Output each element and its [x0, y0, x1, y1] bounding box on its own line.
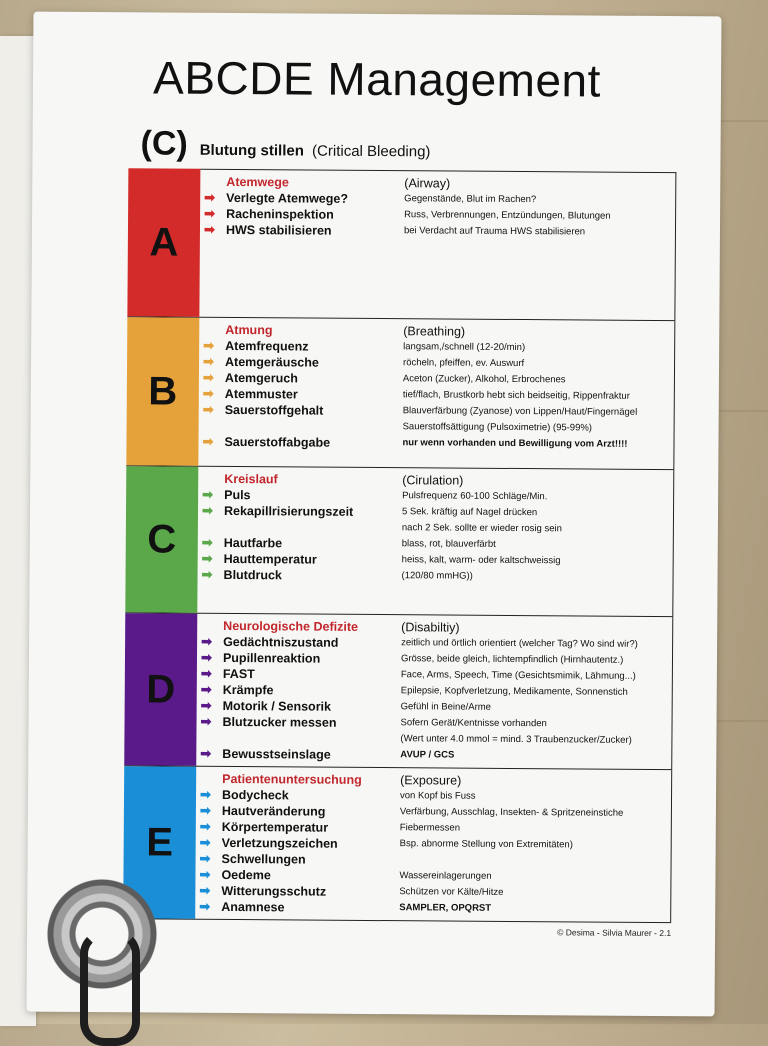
- item-label: HWS stabilisieren: [226, 222, 404, 239]
- section-heading: Atemwege: [226, 174, 404, 191]
- section-letter-b: B: [126, 317, 199, 465]
- arrow-right-icon: ➡: [202, 567, 224, 583]
- subheading-letter: (C): [140, 124, 187, 163]
- section-body: [198, 318, 675, 469]
- item-description: Blauverfärbung (Zyanose) von Lippen/Haut/Fingernägel: [403, 403, 674, 421]
- item-description: zeitlich und örtlich orientiert (welcher Tag? Wo sind wir?): [401, 635, 672, 653]
- section-d: [124, 613, 673, 770]
- item-label: Sauerstoffabgabe: [224, 434, 402, 451]
- copyright-footer: © Desima - Silvia Maurer - 2.1: [557, 927, 671, 938]
- item-label: Rekapillrisierungszeit: [224, 503, 402, 520]
- section-letter-c: C: [125, 466, 198, 612]
- table-row: [204, 222, 675, 241]
- arrow-right-icon: ➡: [202, 551, 224, 567]
- subheading-english: (Critical Bleeding): [312, 143, 430, 161]
- item-label: Atemfrequenz: [225, 338, 403, 355]
- item-label: Sauerstoffgehalt: [225, 402, 403, 419]
- abcde-table: [123, 168, 676, 923]
- item-description: Wassereinlagerungen: [399, 868, 670, 886]
- item-label: Hauttemperatur: [224, 551, 402, 568]
- arrow-right-icon: ➡: [202, 535, 224, 551]
- item-description: Schützen vor Kälte/Hitze: [399, 884, 670, 902]
- item-label: Gedächtniszustand: [223, 634, 401, 651]
- item-description: langsam,/schnell (12-20/min): [403, 339, 674, 357]
- section-heading-english: (Exposure): [400, 772, 671, 790]
- item-label: Atemmuster: [225, 386, 403, 403]
- item-description: Aceton (Zucker), Alkohol, Erbrochenes: [403, 371, 674, 389]
- item-label: Anamnese: [221, 899, 399, 916]
- arrow-right-icon: ➡: [203, 386, 225, 402]
- item-label: Krämpfe: [223, 682, 401, 699]
- item-description: von Kopf bis Fuss: [400, 788, 671, 806]
- item-label: Blutzucker messen: [222, 714, 400, 731]
- item-description: Gefühl in Beine/Arme: [401, 699, 672, 717]
- item-label: Schwellungen: [222, 851, 400, 868]
- item-description: heiss, kalt, warm- oder kaltschweissig: [402, 552, 673, 570]
- arrow-right-icon: ➡: [200, 714, 222, 730]
- arrow-right-icon: ➡: [201, 634, 223, 650]
- item-description: Sauerstoffsättigung (Pulsoximetrie) (95-99%): [403, 419, 674, 437]
- card-title: ABCDE Management: [33, 50, 721, 109]
- item-description: Face, Arms, Speech, Time (Gesichtsmimik, Lähmung...): [401, 667, 672, 685]
- section-letter-e: E: [123, 766, 196, 918]
- item-description: Epilepsie, Kopfverletzung, Medikamente, Sonnenstich: [401, 683, 672, 701]
- section-heading: Kreislauf: [224, 471, 402, 488]
- arrow-right-icon: ➡: [200, 803, 222, 819]
- arrow-right-icon: ➡: [204, 190, 226, 206]
- arrow-right-icon: ➡: [202, 487, 224, 503]
- item-label: Atemgeruch: [225, 370, 403, 387]
- arrow-right-icon: ➡: [201, 650, 223, 666]
- item-description: Pulsfrequenz 60-100 Schläge/Min.: [402, 488, 673, 506]
- arrow-right-icon: ➡: [203, 338, 225, 354]
- item-description: Fiebermessen: [400, 820, 671, 838]
- item-label: Pupillenreaktion: [223, 650, 401, 667]
- item-description: blass, rot, blauverfärbt: [402, 536, 673, 554]
- item-label: Atemgeräusche: [225, 354, 403, 371]
- section-letter-a: A: [127, 168, 200, 316]
- item-label: Bewusstseinslage: [222, 746, 400, 763]
- section-c: [125, 466, 674, 617]
- subheading-german: Blutung stillen: [200, 142, 304, 160]
- item-description: röcheln, pfeiffen, ev. Auswurf: [403, 355, 674, 373]
- item-description: Bsp. abnorme Stellung von Extremitäten): [400, 836, 671, 854]
- section-body: [197, 467, 674, 616]
- arrow-right-icon: ➡: [204, 206, 226, 222]
- arrow-right-icon: ➡: [200, 746, 222, 762]
- arrow-right-icon: ➡: [199, 899, 221, 915]
- item-label: Puls: [224, 487, 402, 504]
- section-heading-english: (Airway): [404, 175, 675, 193]
- item-description: (120/80 mmHG)): [402, 568, 673, 586]
- arrow-right-icon: ➡: [202, 434, 224, 450]
- arrow-right-icon: ➡: [200, 787, 222, 803]
- item-description: bei Verdacht auf Trauma HWS stabilisieren: [404, 223, 675, 241]
- section-e: [123, 766, 672, 923]
- section-letter-d: D: [124, 613, 197, 765]
- item-label: FAST: [223, 666, 401, 683]
- section-heading: Atmung: [225, 322, 403, 339]
- item-description: Verfärbung, Ausschlag, Insekten- & Spritzeneinstiche: [400, 804, 671, 822]
- subheading-text: [200, 142, 431, 161]
- arrow-right-icon: ➡: [201, 698, 223, 714]
- section-a: [127, 168, 676, 321]
- subheading: [140, 124, 430, 165]
- item-label: Racheninspektion: [226, 206, 404, 223]
- item-label: Oedeme: [221, 867, 399, 884]
- item-description: nach 2 Sek. sollte er wieder rosig sein: [402, 520, 673, 538]
- table-row: [203, 402, 674, 421]
- table-row: [202, 434, 673, 453]
- item-description: tief/flach, Brustkorb hebt sich beidseitig, Rippenfraktur: [403, 387, 674, 405]
- arrow-right-icon: ➡: [200, 835, 222, 851]
- item-label: Witterungsschutz: [221, 883, 399, 900]
- item-label: Verletzungszeichen: [222, 835, 400, 852]
- section-heading-english: (Cirulation): [402, 472, 673, 490]
- table-row: [200, 746, 671, 765]
- arrow-right-icon: ➡: [202, 503, 224, 519]
- item-description: Russ, Verbrennungen, Entzündungen, Blutungen: [404, 207, 675, 225]
- item-description: (Wert unter 4.0 mmol = mind. 3 Traubenzucker/Zucker): [400, 731, 671, 749]
- item-description: nur wenn vorhanden und Bewilligung vom Arzt!!!!: [402, 435, 673, 453]
- item-label: Hautfarbe: [224, 535, 402, 552]
- item-label: Verlegte Atemwege?: [226, 190, 404, 207]
- arrow-right-icon: ➡: [200, 819, 222, 835]
- arrow-right-icon: ➡: [199, 883, 221, 899]
- table-row: [202, 503, 673, 522]
- arrow-right-icon: ➡: [200, 851, 222, 867]
- abcde-card: [27, 12, 722, 1017]
- arrow-right-icon: ➡: [203, 354, 225, 370]
- item-description: Grösse, beide gleich, lichtempfindlich (Hirnhautentz.): [401, 651, 672, 669]
- item-description: AVUP / GCS: [400, 747, 671, 765]
- section-body: [195, 767, 672, 922]
- table-row: [200, 714, 671, 733]
- item-description: Gegenstände, Blut im Rachen?: [404, 191, 675, 209]
- section-heading-english: (Breathing): [403, 323, 674, 341]
- item-label: Motorik / Sensorik: [223, 698, 401, 715]
- arrow-right-icon: ➡: [204, 222, 226, 238]
- item-label: Blutdruck: [224, 567, 402, 584]
- arrow-right-icon: ➡: [201, 682, 223, 698]
- item-description: Sofern Gerät/Kentnisse vorhanden: [400, 715, 671, 733]
- table-row: [199, 899, 670, 918]
- item-label: Hautveränderung: [222, 803, 400, 820]
- item-description: 5 Sek. kräftig auf Nagel drücken: [402, 504, 673, 522]
- arrow-right-icon: ➡: [199, 867, 221, 883]
- section-body: [199, 169, 676, 320]
- item-label: Bodycheck: [222, 787, 400, 804]
- item-label: Körpertemperatur: [222, 819, 400, 836]
- item-description: SAMPLER, OPQRST: [399, 900, 670, 918]
- section-body: [196, 614, 673, 769]
- section-heading: Patientenuntersuchung: [222, 771, 400, 788]
- table-row: [202, 567, 673, 586]
- section-heading: Neurologische Defizite: [223, 618, 401, 635]
- cord: [80, 930, 140, 1046]
- arrow-right-icon: ➡: [203, 402, 225, 418]
- arrow-right-icon: ➡: [201, 666, 223, 682]
- section-heading-english: (Disabiltiy): [401, 619, 672, 637]
- section-b: [126, 317, 675, 470]
- arrow-right-icon: ➡: [203, 370, 225, 386]
